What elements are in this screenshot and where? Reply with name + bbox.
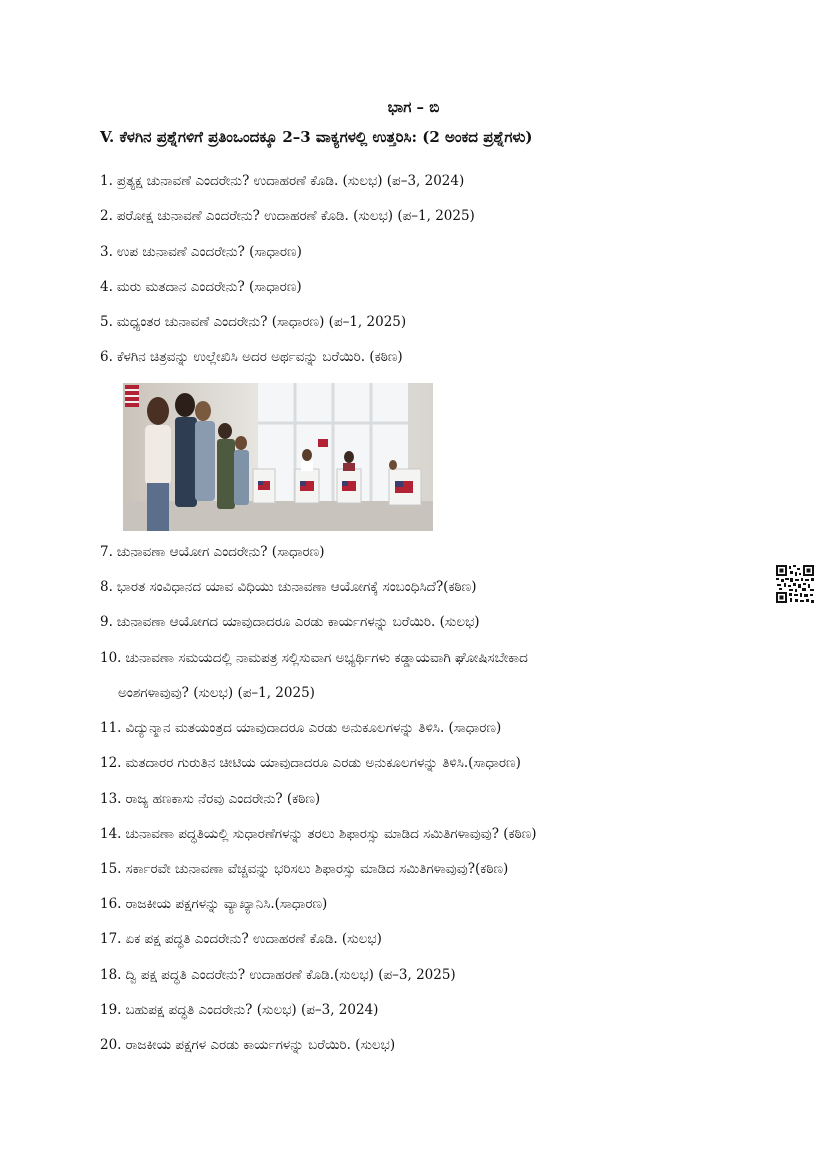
question-7 [100,544,324,560]
question-number: 3. [100,244,113,260]
question-text: ರಾಜಕೀಯ ಪಕ್ಷಗಳನ್ನು ವ್ಯಾಖ್ಯಾನಿಸಿ.(ಸಾಧಾರಣ) [125,896,328,912]
question-text: ಕೆಳಗಿನ ಚಿತ್ರವನ್ನು ಉಲ್ಲೇಖಿಸಿ ಅದರ ಅರ್ಥವನ್ನು ಬರೆಯಿರಿ. (ಕಠಿಣ) [116,349,403,365]
question-text: ವಿದ್ಯುನ್ಮಾನ ಮತಯಂತ್ರದ ಯಾವುದಾದರೂ ಎರಡು ಅನುಕೂಲಗಳನ್ನು ತಿಳಿಸಿ. (ಸಾಧಾರಣ) [125,720,502,736]
question-2 [100,208,475,224]
question-text: ಮರು ಮತದಾನ ಎಂದರೇನು? (ಸಾಧಾರಣ) [116,279,302,295]
question-1 [100,173,464,189]
question-text: ರಾಜ್ಯ ಹಣಕಾಸು ನೆರವು ಎಂದರೇನು? (ಕಠಿಣ) [125,791,321,807]
question-number: 5. [100,314,113,330]
polling-booth-photo [123,383,433,531]
question-number: 1. [100,173,113,189]
question-3 [100,244,302,260]
question-5 [100,314,406,330]
question-12 [100,755,521,771]
question-number: 17. [100,931,122,947]
question-number: 4. [100,279,113,295]
question-text: ಬಹುಪಕ್ಷ ಪದ್ಧತಿ ಎಂದರೇನು? (ಸುಲಭ) (ಪ–3, 2024) [125,1002,379,1018]
question-text: ಏಕ ಪಕ್ಷ ಪದ್ಧತಿ ಎಂದರೇನು? ಉದಾಹರಣೆ ಕೊಡಿ. (ಸುಲಭ) [125,931,382,947]
question-number: 7. [100,544,113,560]
question-number: 16. [100,896,122,912]
question-number: 18. [100,967,122,983]
question-17 [100,931,382,947]
question-text: ಭಾರತ ಸಂವಿಧಾನದ ಯಾವ ವಿಧಿಯು ಚುನಾವಣಾ ಆಯೋಗಕ್ಕೆ ಸಂಬಂಧಿಸಿದೆ?(ಕಠಿಣ) [116,579,477,595]
question-11 [100,720,501,736]
question-number: 6. [100,349,113,365]
question-text: ಪ್ರತ್ಯಕ್ಷ ಚುನಾವಣೆ ಎಂದರೇನು? ಉದಾಹರಣೆ ಕೊಡಿ. (ಸುಲಭ) (ಪ–3, 2024) [116,173,465,189]
question-number: 20. [100,1037,122,1053]
question-number: 9. [100,614,113,630]
question-text: ಚುನಾವಣಾ ಪದ್ಧತಿಯಲ್ಲಿ ಸುಧಾರಣೆಗಳನ್ನು ತರಲು ಶಿಫಾರಸ್ಸು ಮಾಡಿದ ಸಮಿತಿಗಳಾವುವು? (ಕಠಿಣ) [125,826,537,842]
question-6 [100,349,403,365]
question-number: 11. [100,720,122,736]
question-text: ಚುನಾವಣಾ ಆಯೋಗ ಎಂದರೇನು? (ಸಾಧಾರಣ) [116,544,325,560]
question-text: ಚುನಾವಣಾ ಆಯೋಗದ ಯಾವುದಾದರೂ ಎರಡು ಕಾರ್ಯಗಳನ್ನು ಬರೆಯಿರಿ. (ಸುಲಭ) [116,614,480,630]
question-number: 12. [100,755,122,771]
question-text: ಪರೋಕ್ಷ ಚುನಾವಣೆ ಎಂದರೇನು? ಉದಾಹರಣೆ ಕೊಡಿ. (ಸುಲಭ) (ಪ–1, 2025) [116,208,475,224]
question-18 [100,967,456,983]
question-20 [100,1037,395,1053]
question-text: ಉಪ ಚುನಾವಣೆ ಎಂದರೇನು? (ಸಾಧಾರಣ) [116,244,302,260]
question-4 [100,279,302,295]
question-number: 15. [100,861,122,877]
question-text: ದ್ವಿ ಪಕ್ಷ ಪದ್ಧತಿ ಎಂದರೇನು? ಉದಾಹರಣೆ ಕೊಡಿ.(ಸುಲಭ) (ಪ–3, 2025) [125,967,456,983]
question-number: 8. [100,579,113,595]
question-text: ಸರ್ಕಾರವೇ ಚುನಾವಣಾ ವೆಚ್ಚವನ್ನು ಭರಿಸಲು ಶಿಫಾರಸ್ಸು ಮಾಡಿದ ಸಮಿತಿಗಳಾವುವು?(ಕಠಿಣ) [125,861,509,877]
question-9 [100,614,480,630]
question-13 [100,791,320,807]
question-19 [100,1002,378,1018]
question-number: 10. [100,650,122,666]
question-text: ಮತದಾರರ ಗುರುತಿನ ಚೀಟಿಯ ಯಾವುದಾದರೂ ಎರಡು ಅನುಕೂಲಗಳನ್ನು ತಿಳಿಸಿ.(ಸಾಧಾರಣ) [125,755,521,771]
question-15 [100,861,508,877]
question-number: 14. [100,826,122,842]
question-14 [100,826,537,842]
question-text: ರಾಜಕೀಯ ಪಕ್ಷಗಳ ಎರಡು ಕಾರ್ಯಗಳನ್ನು ಬರೆಯಿರಿ. (ಸುಲಭ) [125,1037,396,1053]
question-text: ಮಧ್ಯಂತರ ಚುನಾವಣೆ ಎಂದರೇನು? (ಸಾಧಾರಣ) (ಪ–1, 2025) [116,314,407,330]
question-number: 2. [100,208,113,224]
question-10 [100,650,528,666]
question-text: ಅಂಶಗಳಾವುವು? (ಸುಲಭ) (ಪ–1, 2025) [118,685,315,701]
question-text: ಚುನಾವಣಾ ಸಮಯದಲ್ಲಿ ನಾಮಪತ್ರ ಸಲ್ಲಿಸುವಾಗ ಅಭ್ಯರ್ಥಿಗಳು ಕಡ್ಡಾಯವಾಗಿ ಘೋಷಿಸಬೇಕಾದ [125,650,528,666]
section-heading: V. ಕೆಳಗಿನ ಪ್ರಶ್ನೆಗಳಿಗೆ ಪ್ರತಿಂಒಂದಕ್ಕೂ 2–3 ವಾಕ್ಯಗಳಲ್ಲಿ ಉತ್ತರಿಸಿ: (2 ಅಂಕದ ಪ್ರಶ್ನೆಗಳು) [100,128,533,146]
question-8 [100,579,477,595]
question-number: 13. [100,791,122,807]
page-heading: ಭಾಗ – ಬಿ [387,98,440,116]
question-number: 19. [100,1002,122,1018]
qr-code-icon [776,565,814,603]
question-16 [100,896,327,912]
question-10-continuation [118,685,315,701]
